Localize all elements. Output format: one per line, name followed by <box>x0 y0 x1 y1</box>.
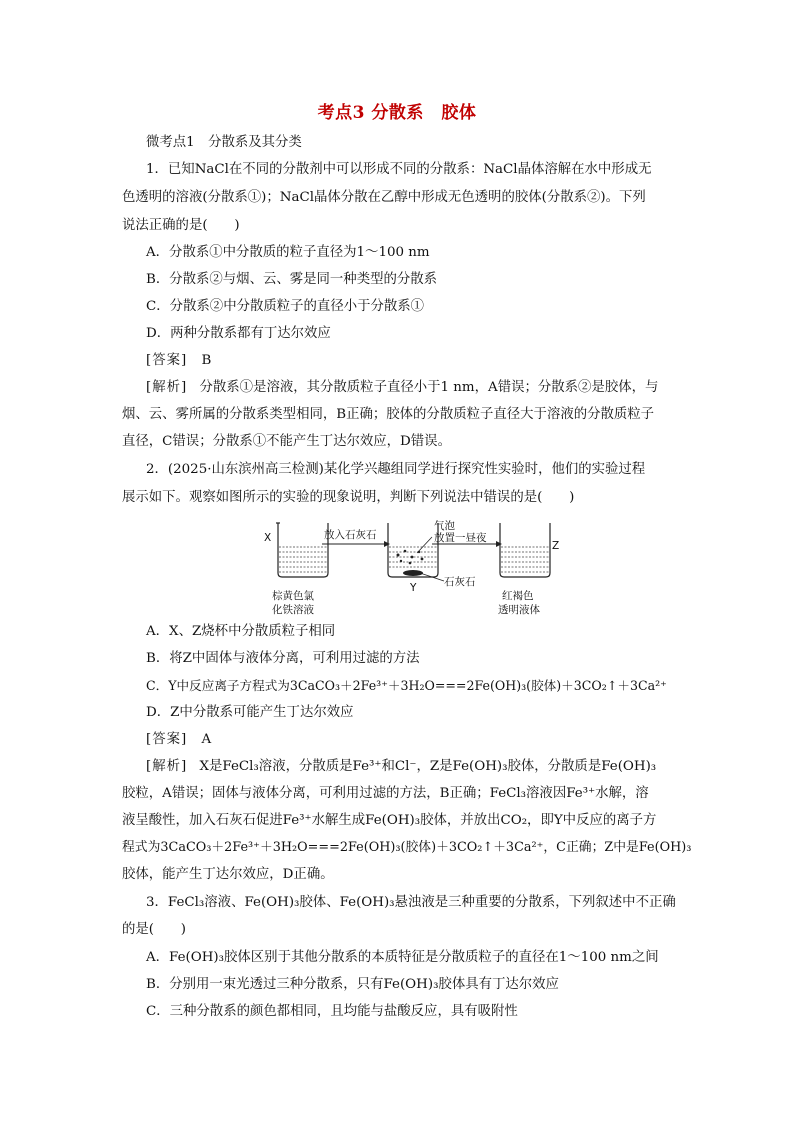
q1-option-a: A．分散系①中分散质的粒子直径为1～100 nm <box>146 245 430 260</box>
q2-stem-line: 展示如下。观察如图所示的实验的现象说明，判断下列说法中错误的是( ) <box>122 490 575 505</box>
caption-left-1: 棕黄色氯 <box>272 590 314 602</box>
analysis-tag: [解析] <box>146 759 188 774</box>
q2-option-c: C．Y中反应离子方程式为3CaCO₃＋2Fe³⁺＋3H₂O===2Fe(OH)₃(胶体)＋3CO₂↑＋3Ca²⁺ <box>146 678 667 693</box>
beaker-z-icon <box>500 523 550 577</box>
q1-option-c: C．分散系②中分散质粒子的直径小于分散系① <box>146 299 425 314</box>
label-bubble: 气泡 <box>434 520 455 532</box>
q1-analysis-line <box>146 379 658 397</box>
page-title: 考点3 分散系 胶体 <box>317 103 477 123</box>
q1-analysis-line: 烟、云、雾所属的分散系类型相同，B正确；胶体的分散质粒子直径大于溶液的分散质粒子 <box>122 407 655 422</box>
q2-stem-line: 2．(2025·山东滨州高三检测)某化学兴趣组同学进行探究性实验时，他们的实验过程 <box>146 462 646 477</box>
q2-analysis-line: 程式为3CaCO₃＋2Fe³⁺＋3H₂O===2Fe(OH)₃(胶体)＋3CO₂↑＋3Ca²⁺，C正确；Z中是Fe(OH)₃ <box>122 840 692 855</box>
q3-stem-line: 3．FeCl₃溶液、Fe(OH)₃胶体、Fe(OH)₃悬浊液是三种重要的分散系，下列叙述中不正确 <box>146 895 676 910</box>
beaker-y-icon <box>388 523 438 577</box>
q2-option-b: B．将Z中固体与液体分离，可利用过滤的方法 <box>146 651 420 666</box>
q2-option-a: A．X、Z烧杯中分散质粒子相同 <box>146 624 336 639</box>
q3-option-b: B．分别用一束光透过三种分散系，只有Fe(OH)₃胶体具有丁达尔效应 <box>146 977 559 992</box>
label-x: X <box>264 532 272 544</box>
q1-option-d: D．两种分散系都有丁达尔效应 <box>146 326 331 341</box>
q2-analysis-line: 胶粒，A错误；固体与液体分离，可利用过滤的方法，B正确；FeCl₃溶液因Fe³⁺水解，溶 <box>122 786 649 801</box>
q1-analysis-line: 直径，C错误；分散系①不能产生丁达尔效应，D错误。 <box>122 434 451 449</box>
q1-answer <box>146 352 211 370</box>
q2-analysis-line: 液呈酸性，加入石灰石促进Fe³⁺水解生成Fe(OH)₃胶体，并放出CO₂，即Y中反应的离子方 <box>122 813 657 828</box>
experiment-diagram <box>262 515 562 615</box>
q2-analysis-line <box>146 758 656 776</box>
answer-value: B <box>201 353 212 368</box>
q3-stem-line: 的是( ) <box>122 922 187 937</box>
label-step1: 放入石灰石 <box>324 529 377 541</box>
q2-analysis-line: 胶体，能产生丁达尔效应，D正确。 <box>122 867 334 882</box>
q3-option-c: C．三种分散系的颜色都相同，且均能与盐酸反应，具有吸附性 <box>146 1004 518 1019</box>
q1-stem-line: 色透明的溶液(分散系①)；NaCl晶体分散在乙醇中形成无色透明的胶体(分散系②)。下列 <box>122 190 646 205</box>
q3-option-a: A．Fe(OH)₃胶体区别于其他分散系的本质特征是分散质粒子的直径在1～100 nm之间 <box>146 950 659 965</box>
label-y: Y <box>410 582 417 594</box>
analysis-text: 分散系①是溶液，其分散质粒子直径小于1 nm，A错误；分散系②是胶体，与 <box>199 380 659 395</box>
answer-tag: [答案] <box>146 732 188 747</box>
answer-tag: [答案] <box>146 353 188 368</box>
analysis-text: X是FeCl₃溶液，分散质是Fe³⁺和Cl⁻，Z是Fe(OH)₃胶体，分散质是Fe(OH)₃ <box>199 759 657 774</box>
label-step2: 放置一昼夜 <box>434 532 487 544</box>
q2-answer <box>146 731 211 749</box>
section-heading: 微考点1 分散系及其分类 <box>146 135 302 150</box>
caption-right-1: 红褐色 <box>502 590 534 602</box>
caption-right-2: 透明液体 <box>498 604 540 615</box>
q1-option-b: B．分散系②与烟、云、雾是同一种类型的分散系 <box>146 272 438 287</box>
caption-left-2: 化铁溶液 <box>272 604 314 615</box>
q1-stem-line: 说法正确的是( ) <box>122 218 240 233</box>
q2-option-d: D．Z中分散系可能产生丁达尔效应 <box>146 705 354 720</box>
answer-value: A <box>201 732 212 747</box>
q1-stem-line: 1．已知NaCl在不同的分散剂中可以形成不同的分散系：NaCl晶体溶解在水中形成无 <box>146 162 652 177</box>
label-z: Z <box>552 540 560 552</box>
label-stone: 石灰石 <box>444 576 476 588</box>
analysis-tag: [解析] <box>146 380 188 395</box>
beaker-x-icon <box>276 523 328 577</box>
